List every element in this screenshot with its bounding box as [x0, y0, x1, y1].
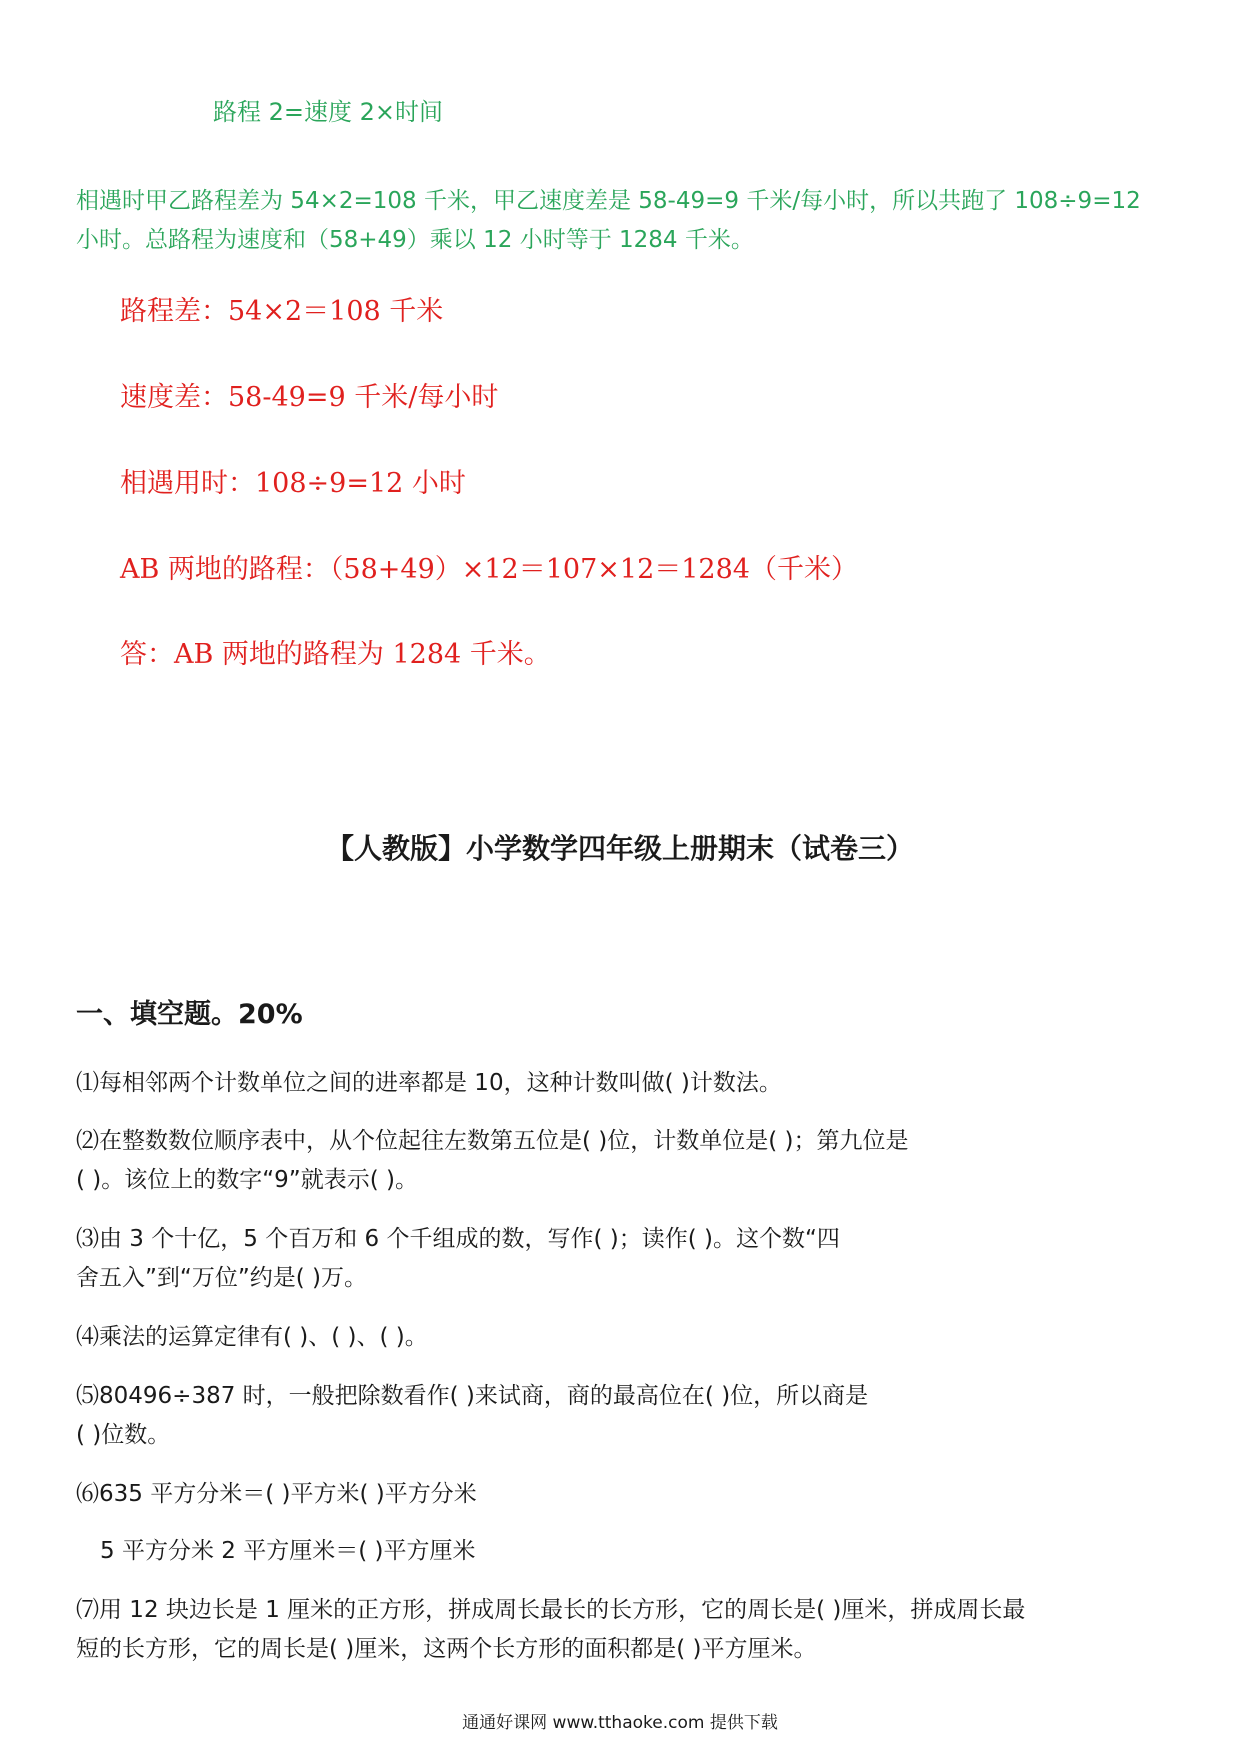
- question-5-line-1: ⑸80496÷387 时，一般把除数看作( )来试商，商的最高位在( )位，所以商是: [76, 1383, 869, 1409]
- question-4: ⑷乘法的运算定律有( )、( )、( )。: [76, 1324, 428, 1350]
- solution-meeting-time: 相遇用时：108÷9=12 小时: [120, 468, 466, 499]
- explanation-line-2: 小时。总路程为速度和（58+49）乘以 12 小时等于 1284 千米。: [76, 227, 754, 253]
- question-1: ⑴每相邻两个计数单位之间的进率都是 10，这种计数叫做( )计数法。: [76, 1070, 782, 1096]
- formula-line: 路程 2=速度 2×时间: [213, 98, 444, 126]
- solution-answer: 答：AB 两地的路程为 1284 千米。: [120, 639, 551, 670]
- question-7-line-2: 短的长方形，它的周长是( )厘米，这两个长方形的面积都是( )平方厘米。: [76, 1636, 817, 1662]
- solution-speed-difference: 速度差：58-49=9 千米/每小时: [120, 382, 499, 413]
- section-heading-fill-in: 一、填空题。20%: [76, 999, 303, 1030]
- exam-title: 【人教版】小学数学四年级上册期末（试卷三）: [325, 832, 914, 865]
- question-3-line-1: ⑶由 3 个十亿，5 个百万和 6 个千组成的数，写作( )；读作( )。这个数“四: [76, 1226, 840, 1252]
- question-7-line-1: ⑺用 12 块边长是 1 厘米的正方形，拼成周长最长的长方形，它的周长是( )厘米，拼成周长最: [76, 1597, 1026, 1623]
- footer-source: 通通好课网 www.tthaoke.com 提供下载: [462, 1713, 778, 1733]
- explanation-line-1: 相遇时甲乙路程差为 54×2=108 千米，甲乙速度差是 58-49=9 千米/每小时，所以共跑了 108÷9=12: [76, 188, 1141, 214]
- solution-distance-difference: 路程差：54×2＝108 千米: [120, 296, 444, 327]
- question-2-line-1: ⑵在整数数位顺序表中，从个位起往左数第五位是( )位，计数单位是( )；第九位是: [76, 1128, 909, 1154]
- question-6-line-2: 5 平方分米 2 平方厘米＝( )平方厘米: [100, 1538, 476, 1564]
- question-6-line-1: ⑹635 平方分米＝( )平方米( )平方分米: [76, 1481, 477, 1507]
- question-5-line-2: ( )位数。: [76, 1422, 171, 1448]
- question-3-line-2: 舍五入”到“万位”约是( )万。: [76, 1265, 368, 1291]
- solution-total-distance: AB 两地的路程：（58+49）×12＝107×12＝1284（千米）: [120, 554, 858, 585]
- question-2-line-2: ( )。该位上的数字“9”就表示( )。: [76, 1167, 418, 1193]
